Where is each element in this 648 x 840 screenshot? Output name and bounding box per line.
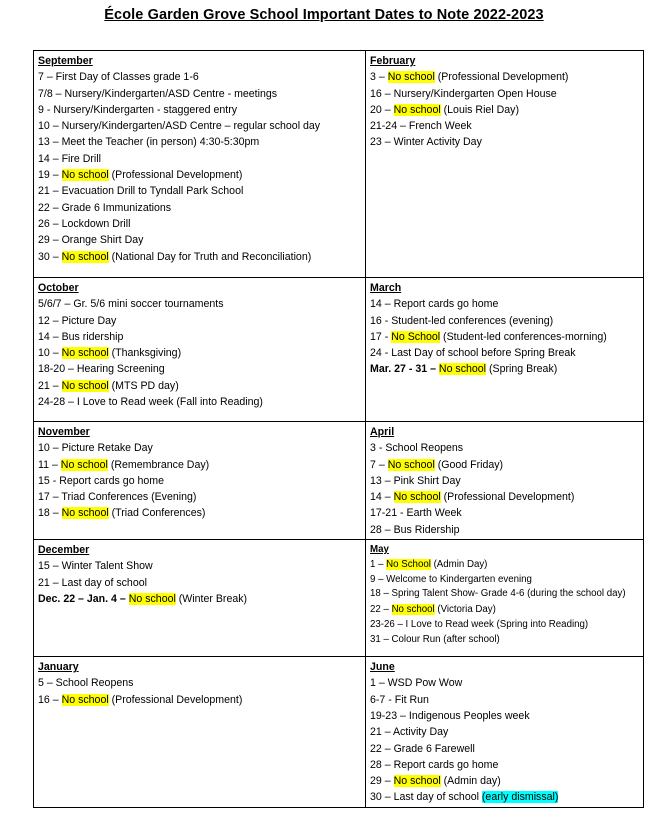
no-school-highlight: No school (393, 775, 441, 788)
entry-text: Activity Day (390, 726, 449, 739)
entry-date: 1 – (370, 677, 385, 690)
calendar-table (33, 50, 644, 808)
date-entry (370, 69, 641, 85)
early-dismissal-highlight: (early dismissal) (481, 791, 559, 804)
month-heading: March (370, 282, 402, 294)
entry-list (38, 296, 363, 410)
entry-text: Nursery/Kindergarten/ASD Centre – regular school day (58, 120, 321, 133)
no-school-highlight: No school (61, 250, 109, 263)
no-school-highlight: No school (60, 458, 108, 471)
month-heading: June (370, 661, 395, 674)
entry-text: Nursery/Kindergarten Open House (390, 87, 557, 100)
entry-date: 24-28 – (38, 396, 74, 409)
entry-list (38, 558, 363, 607)
entry-text: Pink Shirt Day (390, 474, 461, 487)
entry-date: 19-23 – (370, 709, 406, 722)
entry-text: Last Day of school before Spring Break (388, 347, 576, 360)
entry-text: Indigenous Peoples week (405, 709, 530, 722)
entry-date: 7/8 – (38, 87, 62, 100)
date-entry (370, 473, 641, 489)
entry-date: 21-24 – (370, 120, 406, 133)
entry-text: Bus Ridership (390, 523, 460, 536)
date-entry (38, 394, 363, 410)
date-entry (38, 86, 363, 102)
entry-list (38, 440, 363, 521)
entry-date: 15 - (38, 474, 57, 487)
date-entry (38, 151, 363, 167)
entry-date: 26 – (38, 217, 59, 230)
entry-date: 14 – (38, 152, 59, 165)
entry-text: (Thanksgiving) (108, 347, 182, 360)
date-entry (370, 675, 641, 691)
no-school-highlight: No school (61, 379, 109, 392)
entry-date: 11 – (38, 458, 58, 471)
month-heading: December (38, 544, 90, 557)
entry-list (370, 296, 641, 377)
entry-date: Mar. 27 - 31 – (370, 363, 436, 376)
date-entry (38, 118, 363, 134)
entry-text: (Professional Development) (434, 71, 569, 84)
entry-date: 29 – (370, 775, 391, 788)
entry-text: Last day of school (58, 576, 147, 589)
date-entry (38, 232, 363, 248)
entry-text: (Student-led conferences-morning) (440, 330, 607, 343)
entry-text: Report cards go home (390, 758, 499, 771)
date-entry (38, 361, 363, 377)
no-school-highlight: No School (386, 559, 431, 571)
no-school-highlight: No school (438, 363, 487, 376)
date-entry (38, 378, 363, 394)
date-entry (38, 575, 363, 591)
entry-date: 3 - (370, 442, 383, 455)
date-entry (38, 558, 363, 574)
entry-date: 1 – (370, 559, 384, 571)
month-cell-april (366, 422, 644, 540)
entry-date: 23 – (370, 136, 391, 149)
entry-date: 16 - (370, 314, 389, 327)
month-cell-september (34, 51, 366, 278)
month-cell-december (34, 540, 366, 657)
entry-text: Orange Shirt Day (58, 234, 144, 247)
no-school-highlight: No school (61, 693, 109, 706)
date-entry (370, 789, 641, 805)
entry-text: (Remembrance Day) (107, 458, 210, 471)
entry-date: Dec. 22 – Jan. 4 – (38, 592, 126, 605)
date-entry (370, 296, 641, 312)
entry-date: 13 – (38, 136, 59, 149)
entry-date: 10 – (38, 120, 59, 133)
date-entry (370, 757, 641, 773)
entry-date: 19 – (38, 169, 59, 182)
date-entry (38, 675, 363, 691)
entry-list (38, 675, 363, 708)
entry-text: Last day of school (390, 791, 482, 804)
entry-date: 16 – (38, 693, 59, 706)
entry-date: 14 – (38, 330, 59, 343)
entry-date: 22 – (370, 742, 391, 755)
month-cell-october (34, 278, 366, 422)
entry-list (370, 69, 641, 150)
entry-date: 18-20 – (38, 363, 74, 376)
entry-text: Gr. 5/6 mini soccer tournaments (70, 298, 224, 311)
entry-list (370, 675, 641, 805)
entry-date: 18 – (38, 507, 59, 520)
entry-date: 7 – (38, 71, 53, 84)
entry-text: WSD Pow Wow (384, 677, 463, 690)
date-entry (370, 313, 641, 329)
date-entry (38, 249, 363, 265)
month-cell-march (366, 278, 644, 422)
entry-text: Colour Run (after school) (388, 634, 500, 646)
date-entry (370, 505, 641, 521)
entry-date: 21 – (38, 576, 59, 589)
entry-date: 14 – (370, 491, 391, 504)
date-entry (38, 505, 363, 521)
no-school-highlight: No school (387, 71, 435, 84)
date-entry (38, 473, 363, 489)
date-entry (370, 692, 641, 708)
entry-text: French Week (405, 120, 472, 133)
entry-text: Triad Conferences (Evening) (58, 491, 197, 504)
entry-text: (Louis Riel Day) (440, 103, 519, 116)
entry-text: Student-led conferences (evening) (388, 314, 554, 327)
date-entry (38, 457, 363, 473)
entry-text: (MTS PD day) (108, 379, 179, 392)
date-entry (370, 440, 641, 456)
no-school-highlight: No school (61, 169, 109, 182)
month-cell-february (366, 51, 644, 278)
entry-text: Lockdown Drill (58, 217, 131, 230)
entry-text: I Love to Read week (Fall into Reading) (73, 396, 263, 409)
no-school-highlight: No school (61, 347, 109, 360)
no-school-highlight: No school (393, 491, 441, 504)
entry-text: School Reopens (52, 677, 134, 690)
entry-date: 15 – (38, 560, 59, 573)
date-entry (38, 134, 363, 150)
entry-text: (Good Friday) (434, 458, 504, 471)
entry-text: Hearing Screening (73, 363, 165, 376)
entry-text: Winter Activity Day (390, 136, 482, 149)
date-entry (370, 632, 641, 647)
date-entry (38, 345, 363, 361)
entry-list (38, 69, 363, 265)
entry-date: 10 – (38, 442, 59, 455)
entry-list (370, 557, 641, 647)
entry-date: 5 – (38, 677, 53, 690)
no-school-highlight: No School (391, 330, 441, 343)
entry-date: 17 - (370, 330, 389, 343)
entry-date: 6-7 - (370, 693, 392, 706)
date-entry (370, 522, 641, 538)
date-entry (38, 183, 363, 199)
date-entry (38, 329, 363, 345)
entry-text: (Triad Conferences) (108, 507, 206, 520)
entry-text: Nursery/Kindergarten - staggered entry (50, 103, 238, 116)
entry-date: 20 – (370, 103, 391, 116)
entry-text: First Day of Classes grade 1-6 (52, 71, 199, 84)
entry-date: 10 – (38, 347, 59, 360)
date-entry (370, 602, 641, 617)
entry-date: 30 – (370, 791, 391, 804)
date-entry (38, 489, 363, 505)
entry-date: 13 – (370, 474, 391, 487)
month-cell-may (366, 540, 644, 657)
entry-text: Spring Talent Show- Grade 4-6 (during the school day) (388, 588, 626, 600)
month-cell-june (366, 657, 644, 808)
date-entry (38, 102, 363, 118)
month-heading: February (370, 55, 416, 67)
entry-text: School Reopens (382, 442, 464, 455)
date-entry (370, 617, 641, 632)
date-entry (370, 489, 641, 505)
entry-date: 21 – (38, 185, 59, 198)
date-entry (370, 557, 641, 572)
date-entry (370, 724, 641, 740)
entry-date: 29 – (38, 234, 59, 247)
month-heading: May (370, 544, 389, 556)
entry-text: Report cards go home (390, 298, 499, 311)
month-cell-november (34, 422, 366, 540)
date-entry (370, 587, 641, 600)
month-heading: November (38, 426, 90, 438)
month-heading: April (370, 426, 395, 438)
entry-date: 22 – (38, 201, 59, 214)
entry-text: (Winter Break) (175, 592, 248, 605)
entry-date: 28 – (370, 758, 391, 771)
date-entry (38, 296, 363, 312)
entry-text: (Professional Development) (108, 693, 243, 706)
no-school-highlight: No school (128, 592, 176, 605)
date-entry (370, 329, 641, 345)
no-school-highlight: No school (391, 604, 435, 616)
entry-date: 24 - (370, 347, 389, 360)
entry-text: I Love to Read week (Spring into Reading) (402, 619, 589, 631)
entry-list (370, 440, 641, 538)
date-entry (370, 86, 641, 102)
date-entry (38, 692, 363, 708)
date-entry (38, 313, 363, 329)
entry-text: Earth Week (403, 507, 462, 520)
date-entry (38, 200, 363, 216)
entry-date: 23-26 – (370, 619, 403, 631)
date-entry (370, 457, 641, 473)
entry-date: 14 – (370, 298, 391, 311)
date-entry (38, 69, 363, 85)
entry-date: 9 - (38, 103, 51, 116)
date-entry (370, 708, 641, 724)
entry-text: (Professional Development) (440, 491, 575, 504)
entry-date: 7 – (370, 458, 385, 471)
entry-date: 3 – (370, 71, 385, 84)
entry-date: 31 – (370, 634, 389, 646)
no-school-highlight: No school (61, 507, 109, 520)
entry-text: Picture Day (58, 314, 117, 327)
entry-text: (Admin day) (440, 775, 501, 788)
date-entry (38, 591, 363, 607)
entry-date: 21 – (38, 379, 59, 392)
entry-text: Winter Talent Show (58, 560, 153, 573)
date-entry (370, 102, 641, 118)
entry-text: Evacuation Drill to Tyndall Park School (58, 185, 244, 198)
entry-text: Picture Retake Day (58, 442, 153, 455)
date-entry (370, 134, 641, 150)
entry-date: 28 – (370, 523, 391, 536)
entry-text: Report cards go home (56, 474, 165, 487)
entry-date: 5/6/7 – (38, 298, 71, 311)
entry-date: 22 – (370, 604, 389, 616)
entry-text: Grade 6 Farewell (390, 742, 475, 755)
entry-text: Meet the Teacher (in person) 4:30-5:30pm (58, 136, 260, 149)
entry-text: Fit Run (391, 693, 429, 706)
date-entry (370, 345, 641, 361)
entry-date: 30 – (38, 250, 59, 263)
date-entry (370, 361, 641, 377)
no-school-highlight: No school (393, 103, 441, 116)
entry-text: (Admin Day) (430, 559, 488, 571)
entry-date: 17 – (38, 491, 59, 504)
entry-text: Grade 6 Immunizations (58, 201, 172, 214)
entry-text: Bus ridership (58, 330, 124, 343)
date-entry (370, 773, 641, 789)
month-heading: January (38, 661, 79, 674)
entry-text: (National Day for Truth and Reconciliation) (108, 250, 312, 263)
date-entry (370, 118, 641, 134)
month-heading: October (38, 282, 79, 294)
date-entry (38, 216, 363, 232)
date-entry (38, 440, 363, 456)
entry-text: Fire Drill (58, 152, 101, 165)
entry-text: Welcome to Kindergarten evening (383, 574, 532, 586)
entry-date: 12 – (38, 314, 59, 327)
entry-date: 21 – (370, 726, 391, 739)
entry-text: (Victoria Day) (434, 604, 496, 616)
month-cell-january (34, 657, 366, 808)
entry-date: 16 – (370, 87, 391, 100)
date-entry (370, 741, 641, 757)
entry-date: 17-21 - (370, 507, 404, 520)
no-school-highlight: No school (387, 458, 435, 471)
entry-text: (Professional Development) (108, 169, 243, 182)
entry-text: (Spring Break) (486, 363, 558, 376)
page-title: École Garden Grove School Important Dates to Note 2022-2023 (104, 7, 544, 23)
entry-date: 18 – (370, 588, 389, 600)
month-heading: September (38, 55, 93, 67)
entry-text: Nursery/Kindergarten/ASD Centre - meetings (61, 87, 278, 100)
entry-date: 9 – (370, 574, 384, 586)
date-entry (370, 572, 641, 587)
date-entry (38, 167, 363, 183)
